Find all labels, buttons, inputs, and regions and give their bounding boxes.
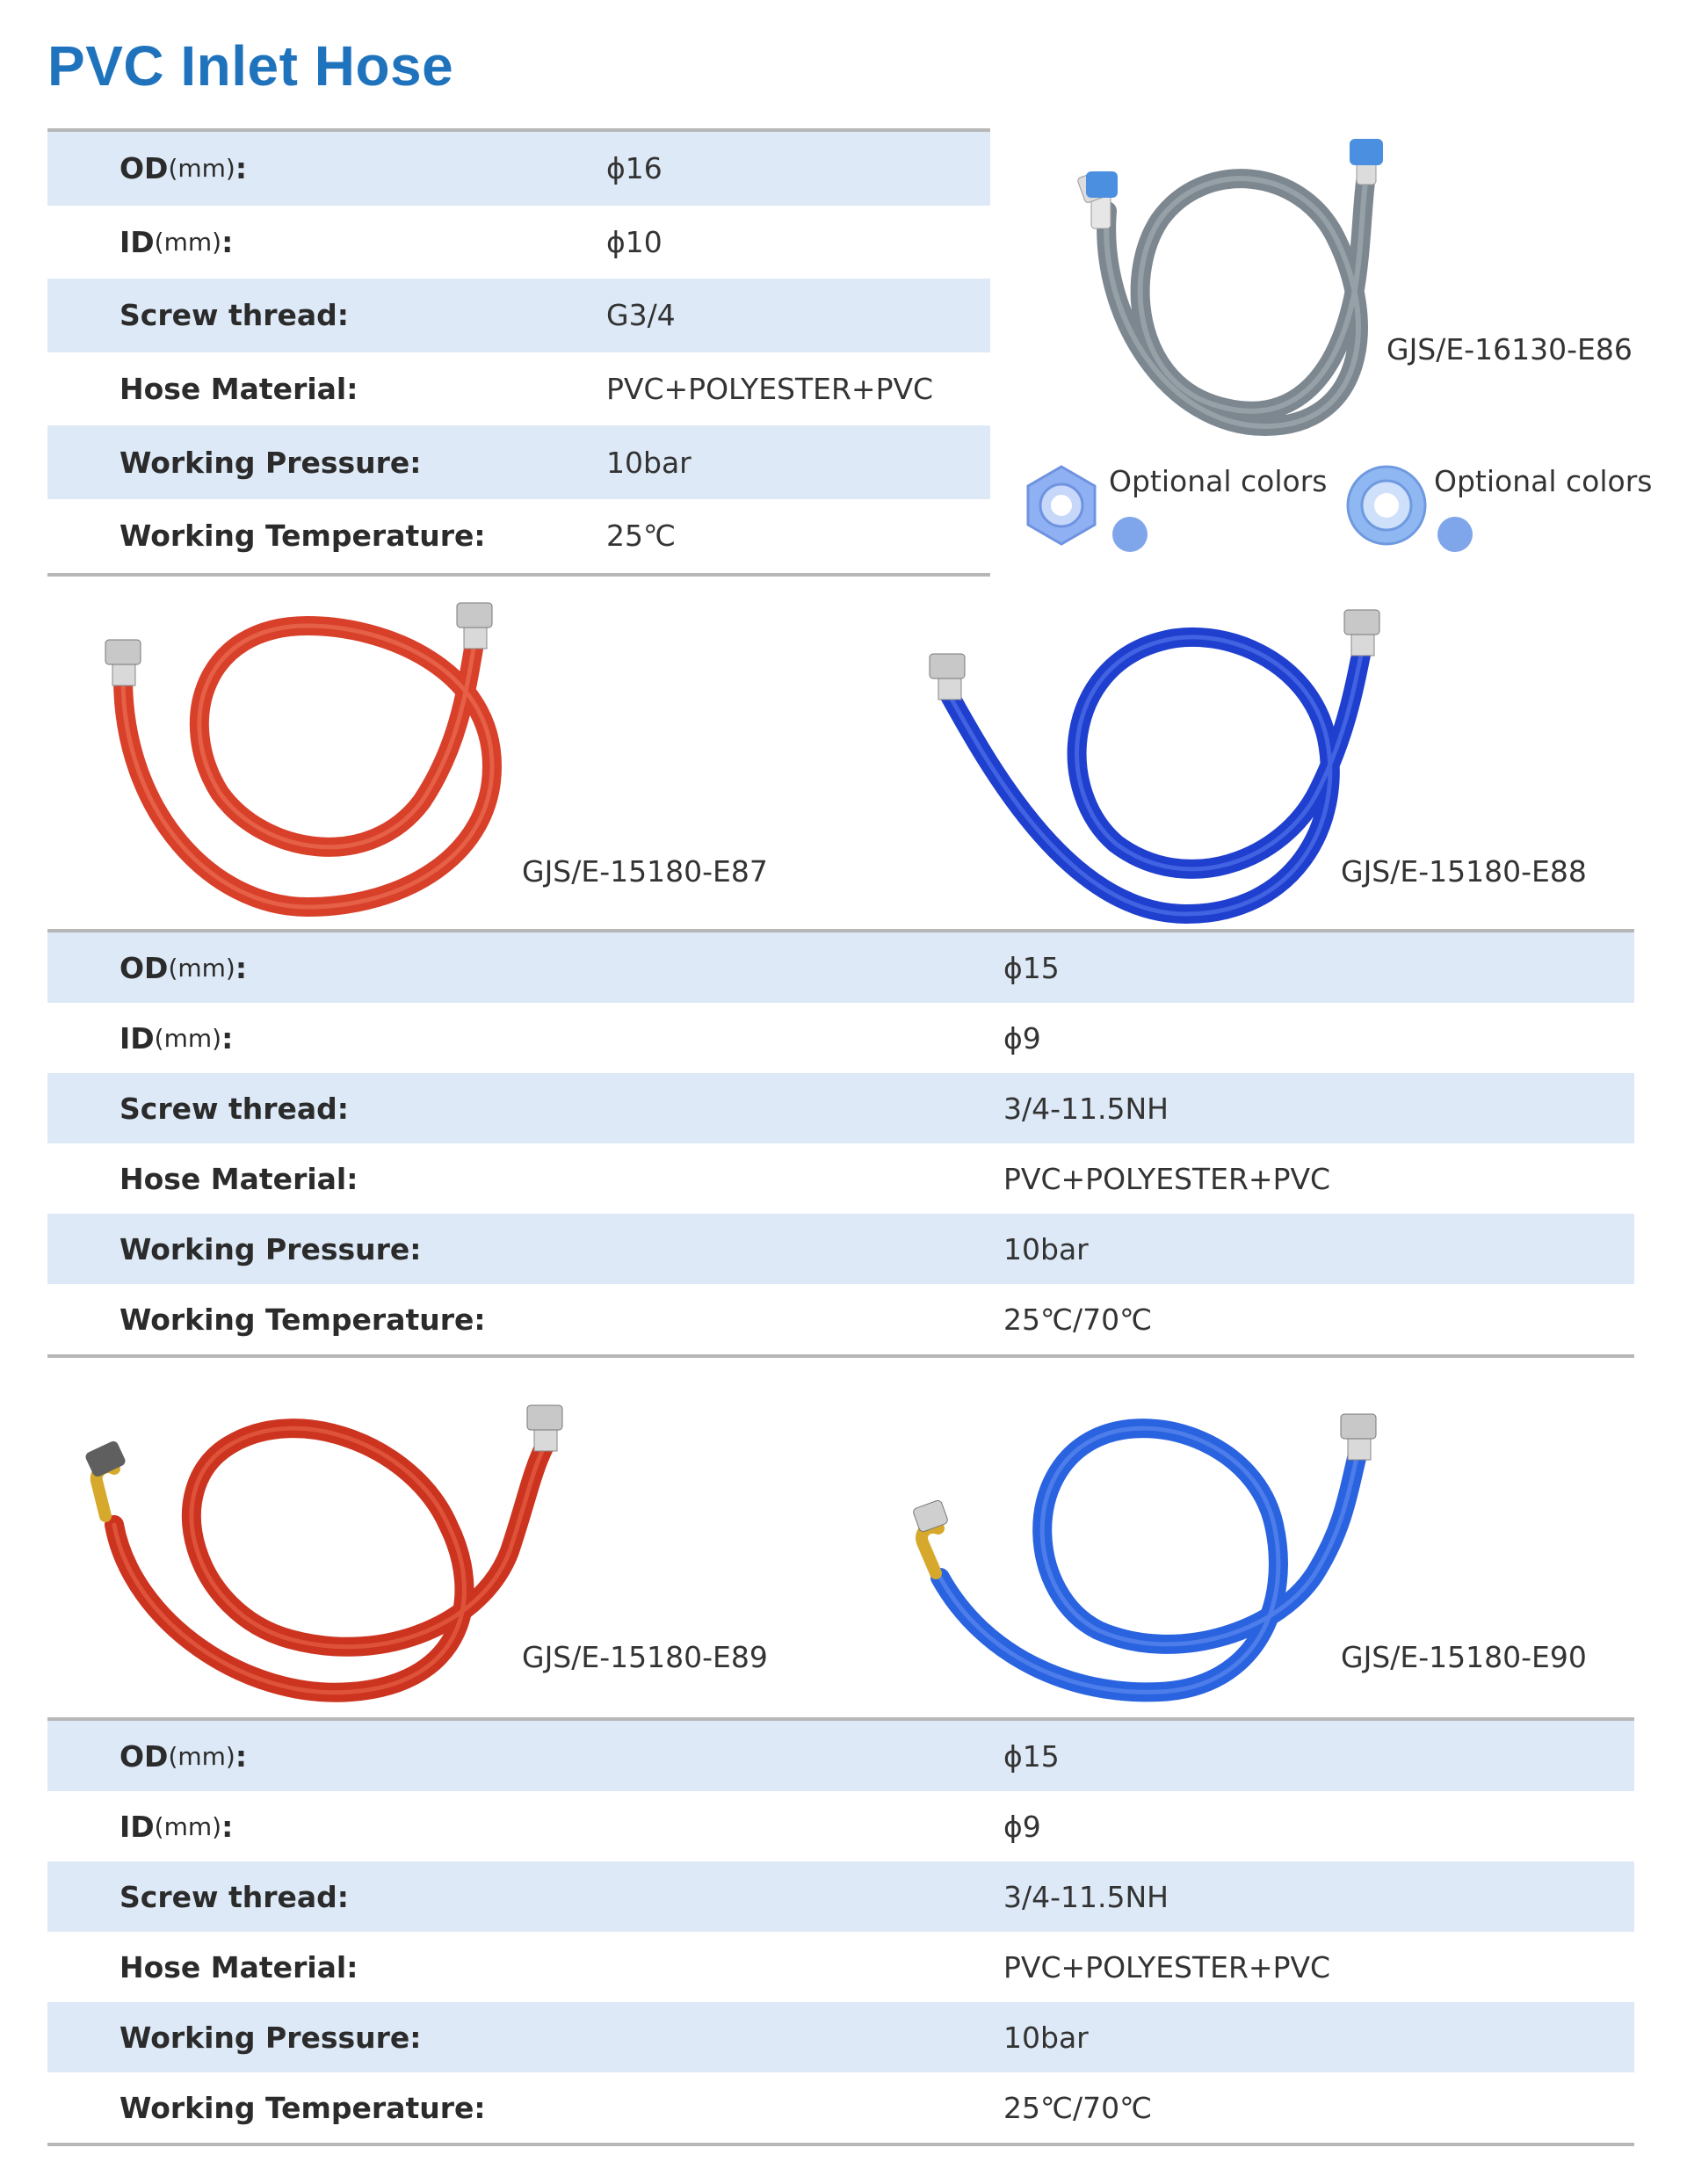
spec-label: Working Temperature: [119, 1302, 486, 1337]
spec-row-hose-material [47, 1932, 1634, 2002]
spec-label: Screw thread: [119, 1091, 349, 1126]
product-code-e90: GJS/E-15180-E90 [1341, 1640, 1587, 1674]
spec-value: PVC+POLYESTER+PVC [1003, 1949, 1331, 1984]
spec-label: ID (mm) : [119, 1020, 234, 1056]
red-hose-image [88, 591, 527, 925]
spec-table-e87-e88 [47, 929, 1634, 1358]
spec-row-screw-thread [47, 1861, 1634, 1932]
spec-table-e86 [47, 128, 990, 577]
color-swatch [1437, 517, 1473, 552]
spec-row-screw-thread [47, 1073, 1634, 1143]
spec-label: Working Pressure: [119, 2020, 422, 2055]
spec-label: ID (mm) : [119, 1809, 234, 1844]
spec-value: 10bar [1003, 2020, 1089, 2055]
spec-label: ID (mm) : [119, 224, 234, 259]
red-hose-elbow-image [70, 1393, 580, 1709]
spec-label: Screw thread: [119, 1879, 349, 1914]
spec-row-od [47, 1721, 1634, 1791]
spec-value: ϕ15 [1003, 950, 1060, 985]
product-code-e86: GJS/E-16130-E86 [1387, 332, 1633, 366]
grey-hose-image [1046, 123, 1432, 457]
spec-label: Working Temperature: [119, 2090, 486, 2125]
spec-row-id [47, 1791, 1634, 1861]
spec-row-working-temperature [47, 2072, 1634, 2143]
spec-row-working-pressure [47, 425, 990, 499]
spec-label: Screw thread: [119, 298, 349, 333]
spec-value: ϕ10 [606, 224, 662, 259]
spec-value: 10bar [606, 445, 691, 480]
page-title: PVC Inlet Hose [47, 34, 454, 98]
spec-row-hose-material [47, 1143, 1634, 1214]
product-code-e89: GJS/E-15180-E89 [522, 1640, 768, 1674]
spec-value: ϕ9 [1003, 1020, 1041, 1056]
spec-value: ϕ15 [1003, 1738, 1060, 1774]
spec-label: Hose Material: [119, 372, 358, 407]
spec-row-id [47, 206, 990, 279]
spec-label: Working Pressure: [119, 1231, 422, 1266]
spec-row-id [47, 1003, 1634, 1073]
spec-value: 25℃/70℃ [1003, 2090, 1153, 2125]
spec-label: Working Temperature: [119, 519, 486, 554]
spec-value: G3/4 [606, 298, 676, 333]
spec-label: OD (mm) : [119, 1738, 248, 1774]
spec-row-working-pressure [47, 1214, 1634, 1284]
spec-label: Working Pressure: [119, 445, 422, 480]
round-nut-icon [1343, 461, 1430, 549]
spec-value: PVC+POLYESTER+PVC [606, 372, 934, 407]
spec-label: Hose Material: [119, 1161, 358, 1196]
spec-value: 25℃ [606, 519, 677, 554]
spec-value: ϕ9 [1003, 1809, 1041, 1844]
spec-row-hose-material [47, 352, 990, 426]
spec-label: OD (mm) : [119, 151, 248, 186]
product-code-e88: GJS/E-15180-E88 [1341, 854, 1587, 889]
optional-colors-label: Optional colors [1109, 464, 1328, 498]
spec-row-working-temperature [47, 499, 990, 573]
spec-row-od [47, 932, 1634, 1003]
spec-row-screw-thread [47, 279, 990, 352]
blue-hose-image [923, 598, 1397, 932]
optional-colors-label: Optional colors [1434, 464, 1653, 498]
blue-hose-elbow-image [896, 1393, 1388, 1709]
hex-nut-icon [1017, 461, 1105, 549]
spec-label: Hose Material: [119, 1949, 358, 1984]
spec-row-od [47, 132, 990, 206]
color-swatch [1112, 517, 1148, 552]
spec-row-working-pressure [47, 2002, 1634, 2072]
spec-value: 3/4-11.5NH [1003, 1879, 1169, 1914]
spec-table-e89-e90 [47, 1717, 1634, 2146]
spec-value: PVC+POLYESTER+PVC [1003, 1161, 1331, 1196]
spec-value: 3/4-11.5NH [1003, 1091, 1169, 1126]
spec-label: OD (mm) : [119, 950, 248, 985]
spec-value: 10bar [1003, 1231, 1089, 1266]
product-code-e87: GJS/E-15180-E87 [522, 854, 768, 889]
spec-value: ϕ16 [606, 151, 662, 186]
spec-row-working-temperature [47, 1284, 1634, 1354]
spec-value: 25℃/70℃ [1003, 1302, 1153, 1337]
